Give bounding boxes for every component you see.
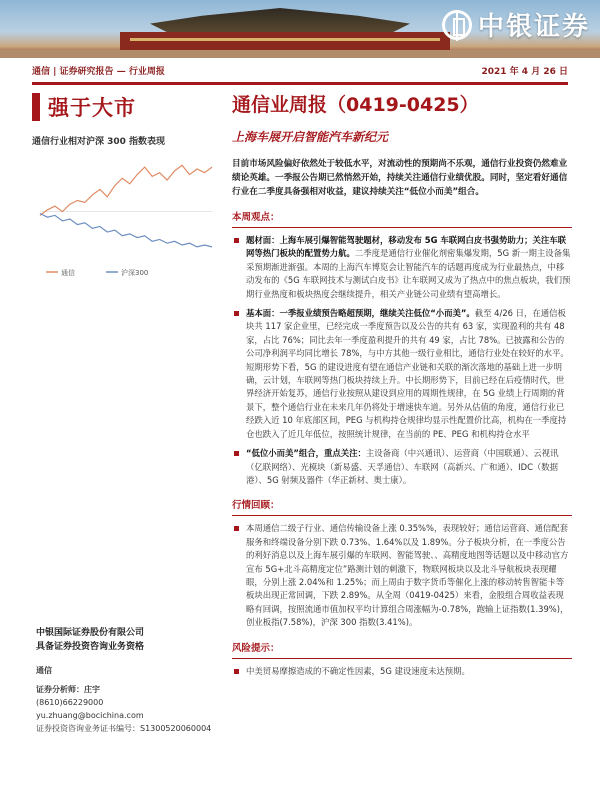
list-item (232, 234, 572, 301)
report-date: 2021 年 4 月 26 日 (481, 67, 568, 77)
performance-chart (36, 150, 216, 280)
report-header-strip (32, 64, 568, 80)
header-banner (0, 0, 600, 58)
list-item (232, 447, 572, 487)
section-divider (232, 658, 572, 659)
review-body: 本周通信二级子行业、通信传输设备上涨 0.35%%，表现较好；通信运营商、通信配套服务和终端设备分别下跌 0.73%、1.64%以及 1.89%。分子板块分析，在一季度公告的利好消息以及上海车展引爆的车联网、智能驾驶、、高精度地图等话题以及中移动官方宣布 5G+北斗高精度定位”路测计划的刺激下，物联网板块以及北斗导航板块表现耀眼，分别上涨 2.04%和 1.25%；而上周由于数字货币等催化上涨的移动转售智能卡等板块出现正常回调，下跌 2.89%。从全周（0419-0425）来看，金股组合周收益表现略有回调，按照流通市值加权平均计算组合周涨幅为-0.78%，跑输上证指数(1.39%)，创业板指(7.58%)，沪深 300 指数(3.41%)。 (246, 523, 569, 628)
brand-logo (442, 6, 590, 43)
section-head-points: 本周观点： (232, 212, 280, 223)
section-divider (232, 515, 572, 516)
review-list (232, 522, 572, 629)
firm-qualification: 具备证券投资咨询业务资格 (36, 642, 145, 652)
palace-steps-graphic (0, 50, 600, 58)
point-body: 二季度是通信行业催化剂密集爆发期，5G 新一期主设备集采预期渐进渐强。本周的上海汽车博览会让智能汽车的话题再度成为行业最热点，中移动发布的《5G 车联网技术与测试白皮书》让车联网又成为了热点中的焦点板块，我们预期行业热度和板块热度会继续提升，相关产业链公司业绩有望高增长。 (246, 248, 571, 299)
rating-text: 强于大市 (48, 96, 136, 120)
boc-logo-icon (442, 10, 472, 40)
point-lead: “低位小而美”组合，重点关注： (246, 448, 366, 459)
list-item (232, 665, 572, 678)
report-title: 通信业周报（0419-0425） (232, 94, 479, 116)
point-body: 主设备商（中兴通讯）、运营商（中国联通）、云视讯（亿联网络）、光模块（新易盛、天孚通信）、车联网（高新兴、广和通）、IDC（数据港）、5G 射频及器件（华正新材、奥士康）。 (246, 448, 559, 485)
legend-label-1: 沪深300 (121, 269, 149, 277)
point-lead: 题材面：上海车展引爆智能驾驶题材，移动发布 5G 车联网白皮书强势助力；关注车联网等热门板块的配置势力航。 (246, 235, 567, 259)
list-item (232, 307, 572, 441)
risk-body: 中美贸易摩擦造成的不确定性因素，5G 建设速度未达预期。 (246, 665, 470, 676)
firm-name: 中银国际证券股份有限公司 (36, 628, 145, 638)
analyst-name: 证券分析师：庄宇 (36, 685, 100, 694)
risk-list (232, 665, 572, 678)
series-line-1 (40, 213, 212, 246)
section-head-review: 行情回顾： (232, 500, 280, 512)
rating-accent-bar (32, 93, 40, 121)
palace-roof-graphic (150, 8, 410, 34)
point-body: 截至 4/26 日，在通信板块共 117 家企业里，已经完成一季度预告以及公告的共有 63 家，实现盈利的共有 48 家，占比 76%；同比去年一季度盈利提升的共有 49 家，占比 78%。已披露和公告的公司净利润平均同比增长 78%，与中方其他一级行业相比，通信行业处在较好的水平。短期形势下看，5G 的建设进度有望在通信产业链和关联的渐次落地的基础上进一步明确，云计划，车联网等热门板块持续上升。中长期形势下，目前已经在后疫情时代，世界经济开始复苏，通信行业按照从建设到应用的周期性规律，在 5G 业绩上行周期的背景下，整个通信行业在未来几年仍将处于增速快车道。另外从估值的角度，通信行业已经跌入近 10 年底部区间，PEG 与机构持仓规律均显示性配置价比高，机构在一季度持仓也跌入了近几年低位，按照统计规律，在当前的 PE、PEG 和机构持仓水平 (246, 308, 569, 439)
analyst-info (36, 664, 226, 735)
legend-label-0: 通信 (61, 269, 75, 277)
header-divider (32, 82, 568, 85)
rating-badge (32, 90, 192, 124)
analyst-license: 证券投资咨询业务证书编号：S1300520060004 (36, 724, 212, 733)
analyst-sector: 通信 (36, 666, 52, 675)
series-line-0 (40, 165, 212, 215)
firm-info (36, 626, 216, 654)
analyst-email[interactable]: yu.zhuang@bocichina.com (36, 711, 144, 720)
section-head-risk: 风险提示： (232, 642, 280, 654)
points-list (232, 234, 572, 487)
point-lead: 基本面：一季报业绩预告略超预期，继续关注低位“小而美”。 (246, 308, 475, 319)
section-divider (232, 227, 572, 228)
analyst-phone: (8610)66229000 (36, 698, 104, 707)
main-content (232, 92, 572, 684)
report-subtitle: 上海车展开启智能汽车新纪元 (232, 130, 389, 144)
list-item (232, 522, 572, 629)
chart-title: 通信行业相对沪深 300 指数表现 (32, 137, 166, 147)
report-summary: 目前市场风险偏好依然处于较低水平，对流动性的预期尚不乐观，通信行业投资仍然难业绩论英雄。一季报公告期已然悄然开始，持续关注通信行业绩优股。同时，坚定看好通信行业在二季度具备强相对收益，建议持续关注“低位小而美”组合。 (232, 159, 568, 197)
logo-text: 中银证券 (477, 12, 590, 42)
report-category: 通信 | 证券研究报告 — 行业周报 (32, 67, 165, 77)
